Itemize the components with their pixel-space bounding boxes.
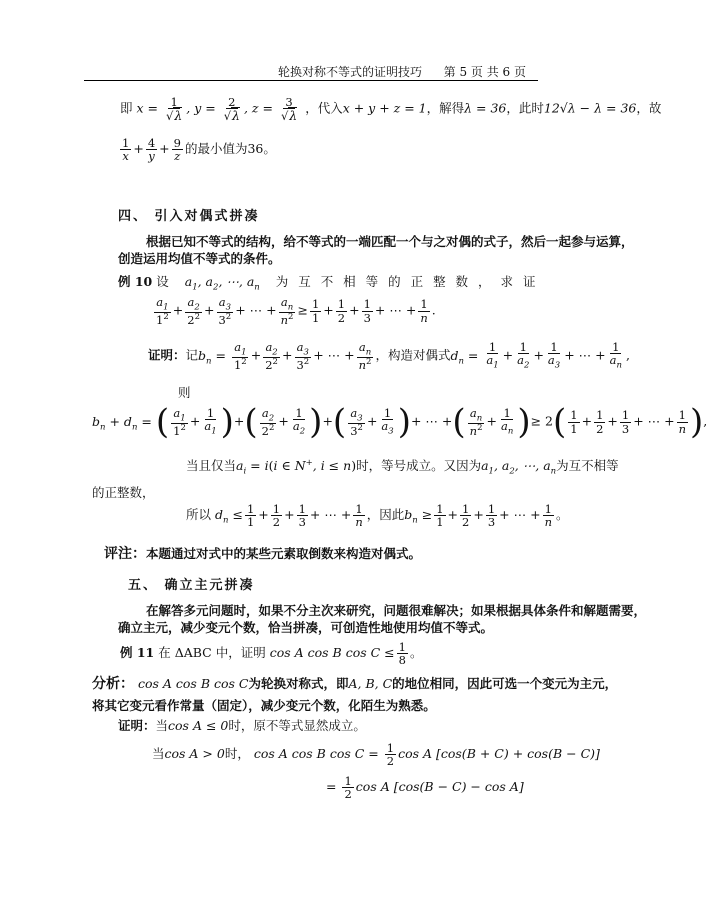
text-time: 时， bbox=[224, 746, 250, 762]
example-10-inequality: $\frac{a_1}{1^2}$ + $\frac{a_2}{2^2}$ + $\frac{a_3}{3^2}$ + ⋯ + $\frac{a_n}{n^2}$ ≥ $\frac{1}{1}$ + $\frac{1}{2}$ + $\frac{1}{3}$ + ⋯ + $\frac{1}{n}$ . bbox=[156, 295, 436, 328]
solution-line-1: 即 x = $\frac{1}{√\lambda}$ , y = $\frac{2}{√\lambda}$ , z = $\frac{3}{√\lambda}$ ，代入x + y + z = 1，解得λ = 36，此时12√λ − λ = 36，故 bbox=[120, 95, 662, 124]
text-positive-integers: 的正整数， bbox=[92, 485, 155, 500]
math-lhs: cos A cos B cos C = bbox=[253, 746, 379, 762]
proof-11-label: 证明： bbox=[118, 718, 156, 733]
text-lead: 即 bbox=[120, 100, 133, 116]
section-4-para-line-2: 创造运用均值不等式的条件。 bbox=[118, 251, 281, 266]
text-when-2: 当 bbox=[152, 746, 165, 762]
math-case-1: cos A ≤ 0 bbox=[168, 718, 229, 733]
text-at-this: ，此时 bbox=[506, 100, 544, 116]
math-relation: 12√λ − λ = 36 bbox=[543, 100, 637, 116]
text-cyclic: 为轮换对称式，即 bbox=[248, 676, 349, 691]
section-4-para-line-1: 根据已知不等式的结构，给不等式的一端匹配一个与之对偶的式子，然后一起参与运算， bbox=[146, 234, 634, 249]
text-in-triangle: 在 ΔABC 中，证明 bbox=[158, 645, 266, 661]
text-substitute: ，代入 bbox=[305, 100, 343, 116]
text-period: 。 bbox=[555, 507, 569, 523]
remark-text: 本题通过对式中的某些元素取倒数来构造对偶式。 bbox=[146, 546, 422, 561]
math-sum-eq: x + y + z = 1 bbox=[342, 100, 427, 116]
example-10-label: 例 10 bbox=[118, 274, 153, 289]
text-so: 所以 bbox=[186, 507, 212, 523]
text-set: 设 bbox=[156, 274, 169, 289]
text-distinct-positive: 为 互 不 相 等 的 正 整 数 ， 求 证 bbox=[275, 274, 539, 289]
section-4-heading: 四、 引入对偶式拼凑 bbox=[118, 209, 260, 224]
example-10-statement: 例 10 设 $a_1$, $a_2$, ⋯, $a_n$ 为 互 不 相 等 的 正 整 数 ， 求 证 bbox=[118, 274, 539, 293]
analysis-line-2: 将其它变元看作常量（固定），减少变元个数，化陌生为熟悉。 bbox=[92, 698, 436, 713]
text-period-11: 。 bbox=[409, 645, 423, 661]
example-10-proof-main: $b_n + d_n$ = ( $\frac{a_1}{1^2}$ + $\frac{1}{a_1}$ )+( $\frac{a_2}{2^2}$ + $\frac{1}{a_2}$ )+( $\frac{a_3}{3^2}$ + $\frac{1}{a_3}$ )+ ⋯ +( $\frac{a_n}{n^2}$ + $\frac{1}{a_n}$ )≥ 2( $\frac{1}{1}$ + $\frac{1}{2}$ + $\frac{1}{3}$ + ⋯ + $\frac{1}{n}$ ), bbox=[92, 402, 707, 442]
text-therefore: ，故 bbox=[636, 100, 662, 116]
math-case-2: cos A > 0 bbox=[164, 746, 225, 762]
remark bbox=[104, 543, 421, 563]
section-5-para-line-2: 确立主元，减少变元个数，恰当拼凑，可创造性地使用均值不等式。 bbox=[118, 620, 494, 635]
example-10-conclusion: 所以 $d_n$ ≤ $\frac{1}{1}$ + $\frac{1}{2}$ + $\frac{1}{3}$ + ⋯ + $\frac{1}{n}$ ，因此$b_n$ ≥ $\frac{1}{1}$ + $\frac{1}{2}$ + $\frac{1}{3}$ + ⋯ + $\frac{1}{n}$ 。 bbox=[186, 502, 569, 530]
text-hence: ，因此 bbox=[366, 507, 405, 523]
text-denote: 记 bbox=[185, 347, 199, 363]
analysis-line-1 bbox=[92, 673, 617, 693]
text-when: 当 bbox=[155, 718, 169, 733]
text-distinct: 为互不相等 bbox=[556, 458, 619, 473]
proof-11-case-1 bbox=[118, 716, 366, 734]
min-value-text: 的最小值为36。 bbox=[184, 141, 276, 157]
example-11-label: 例 11 bbox=[120, 645, 155, 661]
math-cos-product: cos A cos B cos C ≤ bbox=[269, 645, 395, 661]
text-obvious: 时，原不等式显然成立。 bbox=[228, 718, 366, 733]
math-rhs-2: cos A [cos(B − C) − cos A] bbox=[355, 779, 524, 795]
text-same-status: 的地位相同，因此可选一个变元为主元， bbox=[392, 676, 618, 691]
section-5-para-line-1: 在解答多元问题时，如果不分主次来研究，问题很难解决；如果根据具体条件和解题需要， bbox=[146, 603, 647, 618]
page-header bbox=[278, 63, 526, 80]
remark-label: 评注： bbox=[104, 546, 146, 562]
example-11-statement: 例 11 在 ΔABC 中，证明 cos A cos B cos C ≤ $\frac{1}{8}$ 。 bbox=[120, 640, 423, 668]
header-title: 轮换对称不等式的证明技巧 bbox=[277, 65, 422, 79]
analysis-label: 分析： bbox=[92, 676, 134, 692]
text-solved: ，解得 bbox=[426, 100, 465, 116]
math-rhs-1: cos A [cos(B + C) + cos(B − C)] bbox=[398, 746, 600, 762]
text-equality-holds: 时，等号成立。又因为 bbox=[356, 458, 482, 473]
section-5-heading: 五、 确立主元拼凑 bbox=[128, 578, 255, 593]
example-10-proof-line-1: 证明：记$b_n$ = $\frac{a_1}{1^2}$ + $\frac{a_2}{2^2}$ + $\frac{a_3}{3^2}$ + ⋯ + $\frac{a_n}{n^2}$ ，构造对偶式$d_n$ = $\frac{1}{a_1}$ + $\frac{1}{a_2}$ + $\frac{1}{a_3}$ + ⋯ + $\frac{1}{a_n}$ , bbox=[148, 340, 630, 373]
math-lambda: λ = 36 bbox=[464, 100, 507, 116]
example-10-equality-line: 当且仅当$a_i = i(i$ ∈ N+, i ≤ n)时，等号成立。又因为$a_1$, $a_2$, ⋯, $a_n$为互不相等 bbox=[186, 457, 619, 477]
text-then: 则 bbox=[178, 385, 191, 400]
text-construct-dual: ，构造对偶式 bbox=[375, 347, 451, 363]
math-expr: cos A cos B cos C bbox=[137, 676, 249, 691]
text-iff: 当且仅当 bbox=[186, 458, 237, 473]
proof-11-step-2: = $\frac{1}{2}$ cos A [cos(B − C) − cos A] bbox=[326, 774, 524, 802]
proof-11-case-2: 当cos A > 0时， cos A cos B cos C = $\frac{1}{2}$ cos A [cos(B + C) + cos(B − C)] bbox=[152, 741, 600, 769]
math-abc: A, B, C bbox=[348, 676, 393, 691]
solution-line-2: $\frac{1}{x}$ + $\frac{4}{y}$ + $\frac{9}{z}$ 的最小值为36。 bbox=[122, 136, 276, 164]
header-page-info: 第 5 页 共 6 页 bbox=[443, 65, 526, 79]
proof-label: 证明： bbox=[148, 347, 186, 363]
header-rule bbox=[84, 80, 538, 81]
